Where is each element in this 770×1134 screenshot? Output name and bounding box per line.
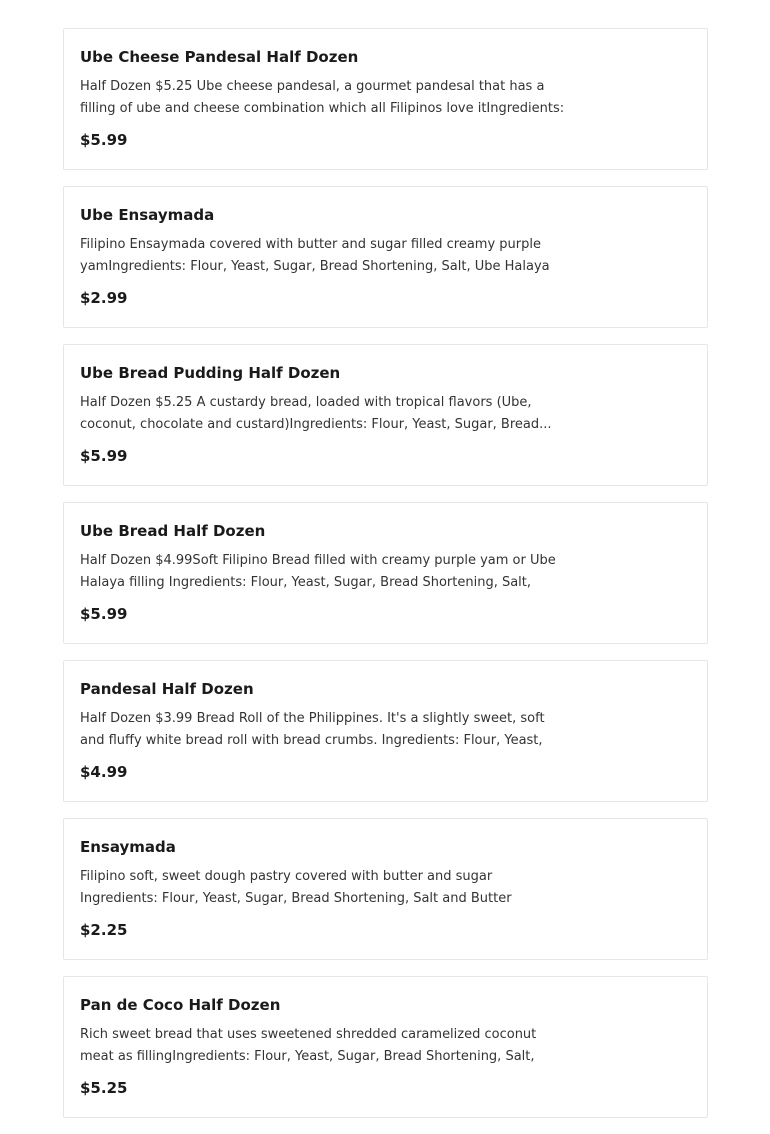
menu-item-description: Half Dozen $5.25 Ube cheese pandesal, a gourmet pandesal that has a filling of ube and cheese combination which all Filipinos love itIngredients: xyxy=(80,79,565,116)
menu-item-price: $5.25 xyxy=(80,1079,128,1097)
menu-item-description: Filipino Ensaymada covered with butter and sugar filled creamy purple yamIngredients: Flour, Yeast, Sugar, Bread Shortening, Salt, Ube Halaya xyxy=(80,237,550,274)
menu-item-card[interactable] xyxy=(63,344,708,486)
menu-item-price: $4.99 xyxy=(80,763,128,781)
menu-item-card[interactable] xyxy=(63,502,708,644)
menu-item-description: Half Dozen $3.99 Bread Roll of the Philippines. It's a slightly sweet, soft and fluffy white bread roll with bread crumbs. Ingredients: Flour, Yeast, xyxy=(80,711,545,748)
menu-item-card[interactable] xyxy=(63,28,708,170)
menu-item-card[interactable] xyxy=(63,660,708,802)
menu-item-price: $5.99 xyxy=(80,131,128,149)
menu-item-description: Filipino soft, sweet dough pastry covered with butter and sugar Ingredients: Flour, Yeast, Sugar, Bread Shortening, Salt and Butter xyxy=(80,869,512,906)
menu-item-name: Ube Bread Half Dozen xyxy=(80,522,266,540)
menu-item-name: Ensaymada xyxy=(80,838,176,856)
menu-item-description: Rich sweet bread that uses sweetened shredded caramelized coconut meat as fillingIngredients: Flour, Yeast, Sugar, Bread Shortening, Salt, xyxy=(80,1027,537,1064)
menu-item-card[interactable] xyxy=(63,976,708,1118)
menu-item-name: Ube Ensaymada xyxy=(80,206,215,224)
menu-item-name: Pandesal Half Dozen xyxy=(80,680,254,698)
menu-item-price: $5.99 xyxy=(80,605,128,623)
menu-item-description: Half Dozen $4.99Soft Filipino Bread filled with creamy purple yam or Ube Halaya filling Ingredients: Flour, Yeast, Sugar, Bread Shortening, Salt, xyxy=(80,553,556,590)
menu-item-list xyxy=(63,28,708,1134)
menu-item-price: $2.25 xyxy=(80,921,128,939)
menu-item-description: Half Dozen $5.25 A custardy bread, loaded with tropical flavors (Ube, coconut, chocolate and custard)Ingredients: Flour, Yeast, Sugar, Bread... xyxy=(80,395,552,432)
menu-item-price: $2.99 xyxy=(80,289,128,307)
menu-item-name: Ube Bread Pudding Half Dozen xyxy=(80,364,341,382)
menu-item-price: $5.99 xyxy=(80,447,128,465)
menu-item-name: Pan de Coco Half Dozen xyxy=(80,996,281,1014)
menu-item-name: Ube Cheese Pandesal Half Dozen xyxy=(80,48,359,66)
menu-item-card[interactable] xyxy=(63,818,708,960)
menu-item-card[interactable] xyxy=(63,186,708,328)
